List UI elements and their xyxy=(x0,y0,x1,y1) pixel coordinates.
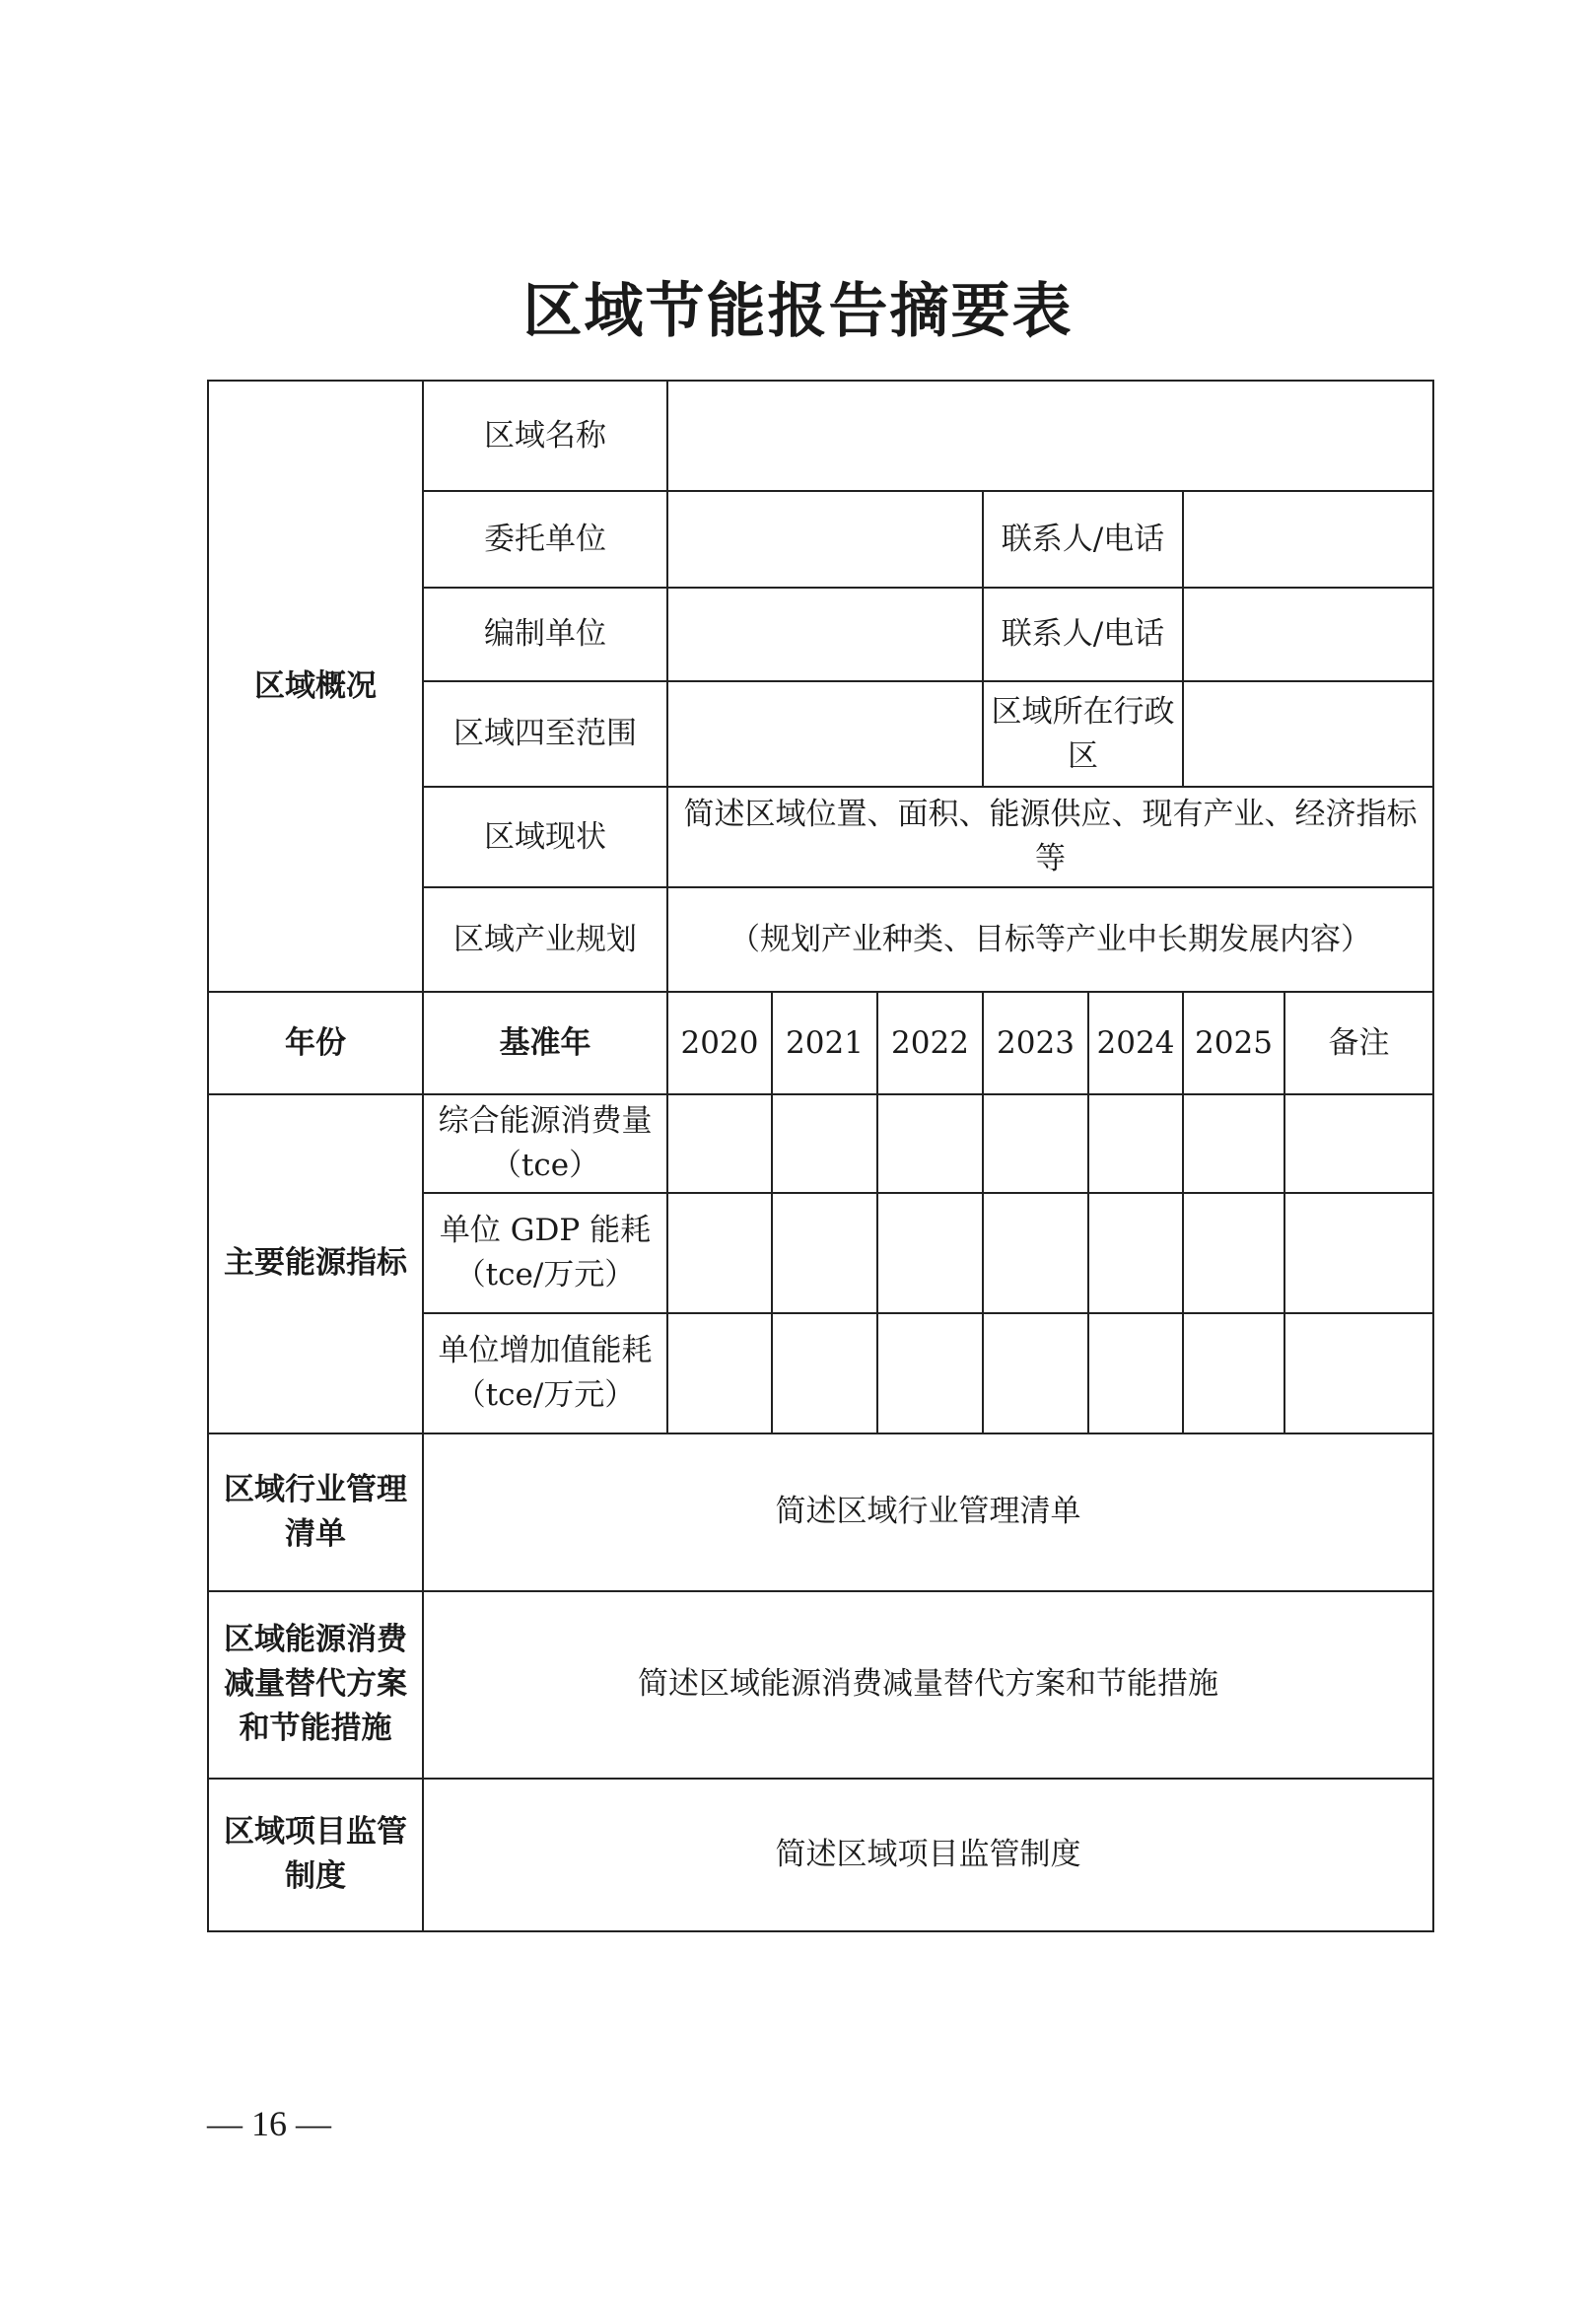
industry-plan-label: 区域产业规划 xyxy=(423,887,667,992)
compiler-unit-value xyxy=(667,588,983,681)
value-added-energy-label: 单位增加值能耗（tce/万元） xyxy=(423,1313,667,1433)
table-cell xyxy=(877,1193,983,1313)
table-cell xyxy=(1088,1193,1183,1313)
client-unit-value xyxy=(667,491,983,588)
year-2023-header: 2023 xyxy=(983,992,1088,1094)
industry-list-description: 简述区域行业管理清单 xyxy=(423,1433,1433,1591)
document-title: 区域节能报告摘要表 xyxy=(522,277,1074,346)
table-cell xyxy=(667,1313,772,1433)
table-row xyxy=(208,1094,1433,1193)
table-cell xyxy=(667,1094,772,1193)
compiler-unit-label: 编制单位 xyxy=(423,588,667,681)
table-cell xyxy=(1183,1193,1284,1313)
table-row xyxy=(208,992,1433,1094)
table-cell xyxy=(1284,1313,1433,1433)
table-cell xyxy=(877,1094,983,1193)
table-cell xyxy=(1284,1193,1433,1313)
admin-area-value xyxy=(1183,681,1433,787)
table-row xyxy=(208,1779,1433,1931)
total-energy-label: 综合能源消费量（tce） xyxy=(423,1094,667,1193)
summary-table xyxy=(207,380,1434,1932)
table-cell xyxy=(1183,1313,1284,1433)
year-label: 年份 xyxy=(208,992,423,1094)
year-2022-header: 2022 xyxy=(877,992,983,1094)
industry-plan-description: （规划产业种类、目标等产业中长期发展内容） xyxy=(667,887,1433,992)
supervision-label: 区域项目监管制度 xyxy=(208,1779,423,1931)
client-contact-value xyxy=(1183,491,1433,588)
indicators-section-label: 主要能源指标 xyxy=(208,1094,423,1433)
client-unit-label: 委托单位 xyxy=(423,491,667,588)
admin-area-label: 区域所在行政区 xyxy=(983,681,1183,787)
table-row xyxy=(208,381,1433,491)
year-2021-header: 2021 xyxy=(772,992,877,1094)
table-row xyxy=(208,1591,1433,1779)
supervision-description: 简述区域项目监管制度 xyxy=(423,1779,1433,1931)
reduction-plan-label: 区域能源消费减量替代方案和节能措施 xyxy=(208,1591,423,1779)
region-name-value xyxy=(667,381,1433,491)
remarks-header: 备注 xyxy=(1284,992,1433,1094)
client-contact-label: 联系人/电话 xyxy=(983,491,1183,588)
table-cell xyxy=(772,1094,877,1193)
table-cell xyxy=(1088,1313,1183,1433)
year-2025-header: 2025 xyxy=(1183,992,1284,1094)
table-cell xyxy=(1088,1094,1183,1193)
table-cell xyxy=(877,1313,983,1433)
table-row xyxy=(208,1433,1433,1591)
table-cell xyxy=(667,1193,772,1313)
status-description: 简述区域位置、面积、能源供应、现有产业、经济指标等 xyxy=(667,787,1433,887)
compiler-contact-label: 联系人/电话 xyxy=(983,588,1183,681)
boundary-label: 区域四至范围 xyxy=(423,681,667,787)
overview-section-label: 区域概况 xyxy=(208,381,423,992)
table-cell xyxy=(772,1313,877,1433)
year-2024-header: 2024 xyxy=(1088,992,1183,1094)
table-cell xyxy=(1183,1094,1284,1193)
industry-list-label: 区域行业管理清单 xyxy=(208,1433,423,1591)
compiler-contact-value xyxy=(1183,588,1433,681)
table-cell xyxy=(772,1193,877,1313)
year-2020-header: 2020 xyxy=(667,992,772,1094)
table-cell xyxy=(983,1313,1088,1433)
boundary-value xyxy=(667,681,983,787)
page-number: — 16 — xyxy=(207,2104,331,2143)
status-label: 区域现状 xyxy=(423,787,667,887)
table-cell xyxy=(1284,1094,1433,1193)
gdp-energy-label: 单位 GDP 能耗（tce/万元） xyxy=(423,1193,667,1313)
base-year-header: 基准年 xyxy=(423,992,667,1094)
region-name-label: 区域名称 xyxy=(423,381,667,491)
table-cell xyxy=(983,1094,1088,1193)
reduction-plan-description: 简述区域能源消费减量替代方案和节能措施 xyxy=(423,1591,1433,1779)
table-cell xyxy=(983,1193,1088,1313)
